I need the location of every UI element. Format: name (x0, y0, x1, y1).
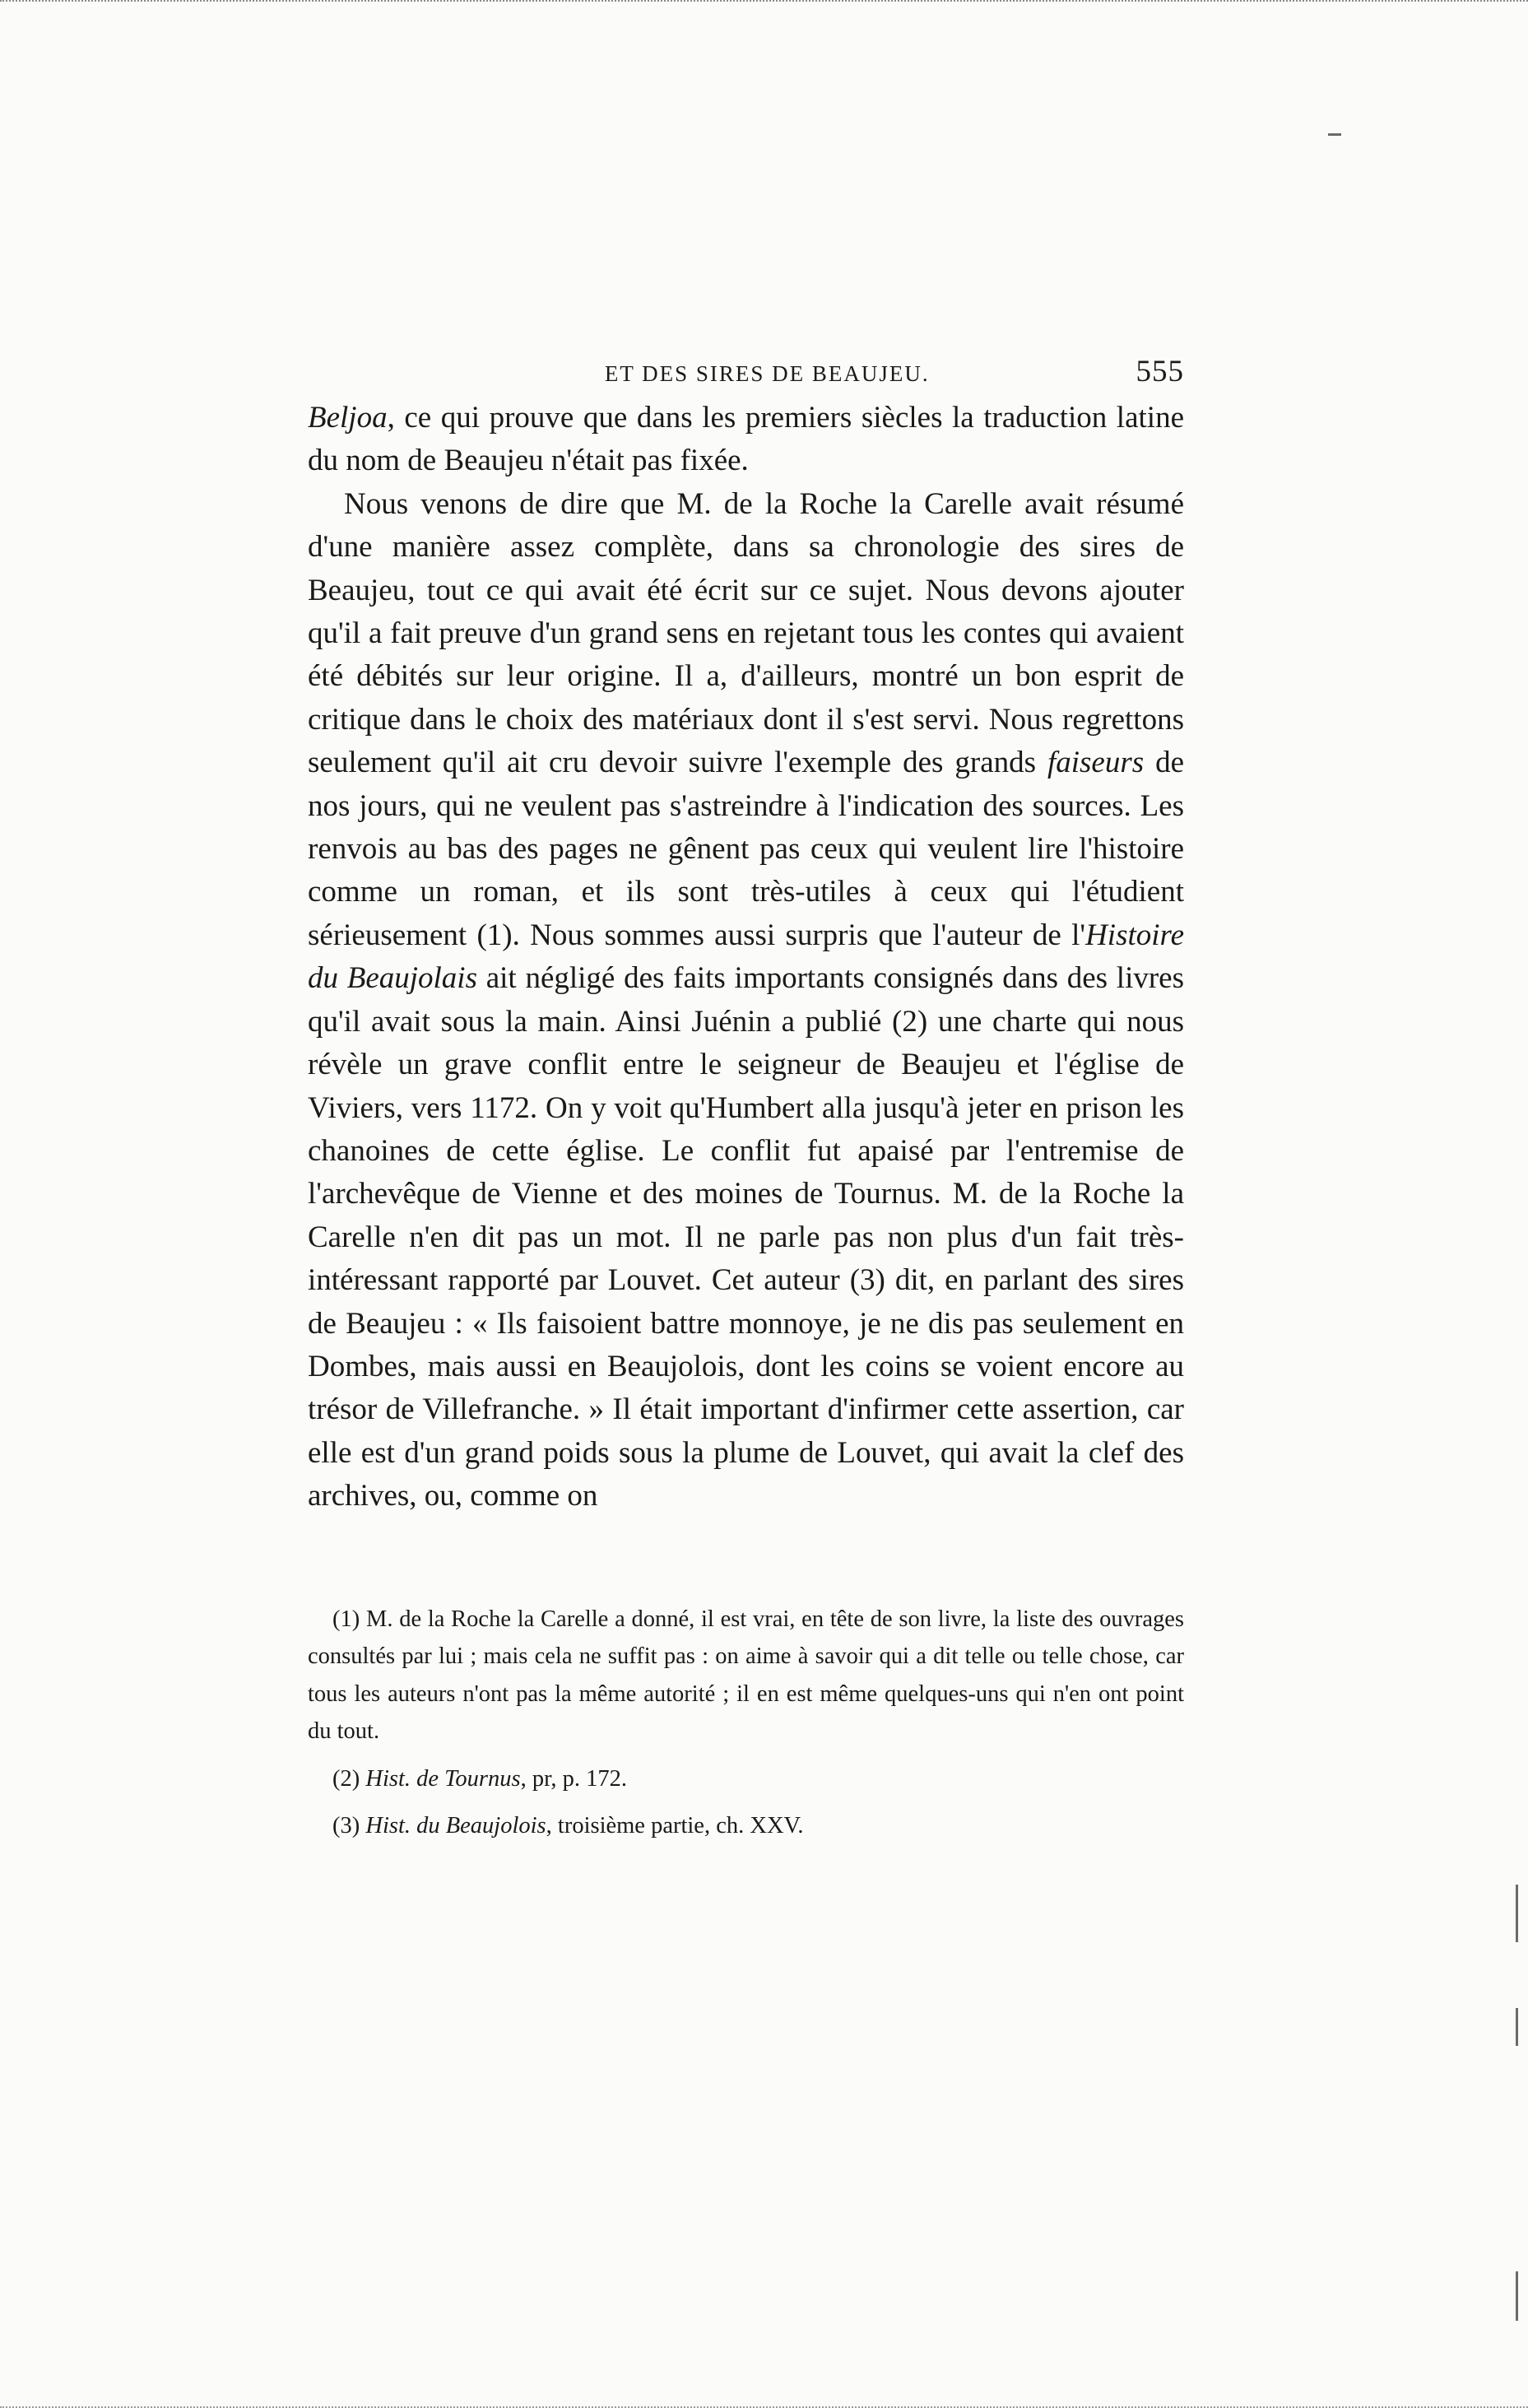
running-title: ET DES SIRES DE BEAUJEU. (604, 361, 930, 386)
footnote-source: Hist. de Tournus (365, 1765, 521, 1792)
footnote-number: (2) (332, 1765, 366, 1792)
italic-title: Histoire du Beaujolais (308, 918, 1184, 996)
margin-mark (1516, 1885, 1518, 1942)
paragraph-text: Nous venons de dire que M. de la Roche la Carelle avait résumé d'une manière assez complète, dans sa chronologie des sires de Beaujeu, tout ce qui avait été écrit sur ce sujet. Nous devons ajouter qu'il a fait preuve d'un grand sens en rejetant tous les contes qui avaient été débités sur leur origine. Il a, d'ailleurs, montré un bon esprit de critique dans le choix des matériaux dont il s'est servi. Nous regrettons seulement qu'il ait cru devoir suivre l'exemple des grands (308, 486, 1184, 780)
book-page (308, 354, 1184, 1845)
footnote-text: , pr, p. 172. (520, 1765, 628, 1792)
body-text (308, 397, 1184, 1518)
paragraph-1 (308, 397, 1184, 483)
footnotes (308, 1601, 1184, 1845)
footnote-text: , troisième partie, ch. XXV. (546, 1813, 804, 1839)
margin-mark (1328, 133, 1341, 136)
margin-mark (1516, 2008, 1518, 2046)
margin-mark (1516, 2271, 1518, 2321)
footnote-2 (308, 1760, 1184, 1798)
italic-term: faiseurs (1047, 746, 1145, 780)
paragraph-text: de nos jours, qui ne veulent pas s'astreindre à l'indication des sources. Les renvois au bas des pages ne gênent pas ceux qui veulent lire l'histoire comme un roman, et ils sont très-utiles à ceux qui l'étudient sérieusement (1). Nous sommes aussi surpris que l'auteur de l' (308, 746, 1184, 952)
paragraph-text: , ce qui prouve que dans les premiers siècles la traduction latine du nom de Beaujeu n'était pas fixée. (308, 401, 1184, 478)
page-number: 555 (1136, 355, 1184, 388)
footnote-source: Hist. du Beaujolois (365, 1813, 546, 1839)
scan-edge-top (0, 0, 1528, 8)
italic-term: Beljoa (308, 401, 388, 435)
footnote-1: (1) M. de la Roche la Carelle a donné, il est vrai, en tête de son livre, la liste des ouvrages consultés par lui ; mais cela ne suffit pas : on aime à savoir qui a dit telle ou telle chose, car tous les auteurs n'ont pas la même autorité ; il en est même quelques-uns qui n'en ont point du tout. (308, 1606, 1184, 1745)
footnote-3 (308, 1807, 1184, 1845)
paragraph-2 (308, 483, 1184, 1518)
footnote-number: (3) (332, 1813, 366, 1839)
paragraph-text: ait négligé des faits importants consignés dans des livres qu'il avait sous la main. Ainsi Juénin a publié (2) une charte qui nous révèle un grave conflit entre le seigneur de Beaujeu et l'église de Viviers, vers 1172. On y voit qu'Humbert alla jusqu'à jeter en prison les chanoines de cette église. Le conflit fut apaisé par l'entremise de l'archevêque de Vienne et des moines de Tournus. M. de la Roche la Carelle n'en dit pas un mot. Il ne parle pas non plus d'un fait très-intéressant rapporté par Louvet. Cet auteur (3) dit, en parlant des sires de Beaujeu : « Ils faisoient battre monnoye, je ne dis pas seulement en Dombes, mais aussi en Beaujolois, dont les coins se voient encore au trésor de Villefranche. » Il était important d'infirmer cette assertion, car elle est d'un grand poids sous la plume de Louvet, qui avait la clef des archives, ou, comme on (308, 961, 1184, 1513)
scan-edge-bottom (0, 2400, 1528, 2408)
running-head (308, 354, 1184, 397)
